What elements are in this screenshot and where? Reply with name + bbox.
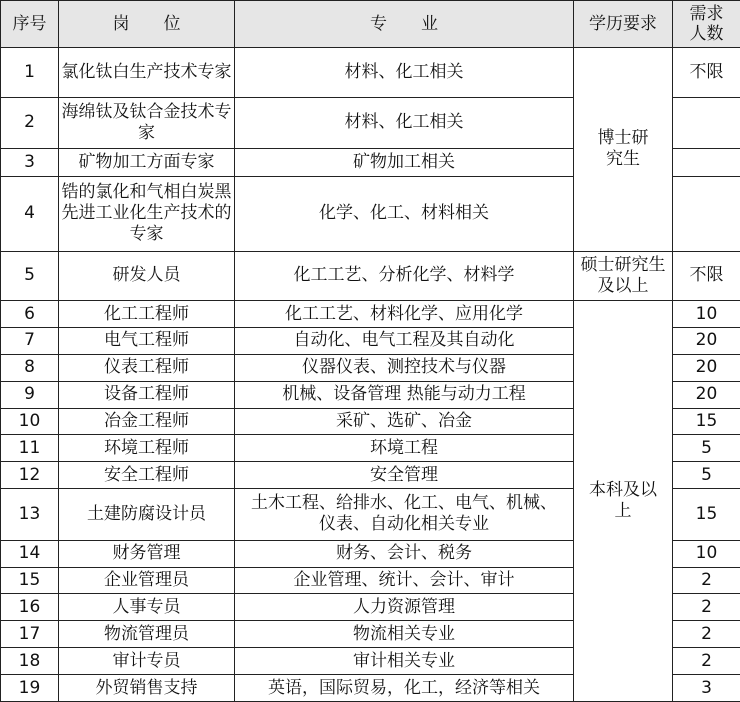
row-position: 氯化钛白生产技术专家 (59, 48, 235, 98)
education-cell-phd: 博士研究生 (574, 48, 673, 252)
row-position: 外贸销售支持 (59, 675, 235, 702)
row-major: 企业管理、统计、会计、审计 (235, 567, 574, 594)
row-no: 4 (1, 177, 59, 251)
row-major: 自动化、电气工程及其自动化 (235, 327, 574, 354)
row-count: 2 (673, 567, 740, 594)
table-row (1, 301, 740, 328)
row-count: 5 (673, 435, 740, 462)
row-position: 企业管理员 (59, 567, 235, 594)
row-major: 物流相关专业 (235, 621, 574, 648)
row-no: 14 (1, 540, 59, 567)
row-no: 17 (1, 621, 59, 648)
row-no: 5 (1, 251, 59, 301)
row-no: 19 (1, 675, 59, 702)
row-count: 5 (673, 462, 740, 489)
row-count: 2 (673, 648, 740, 675)
row-no: 10 (1, 408, 59, 435)
row-major: 采矿、选矿、冶金 (235, 408, 574, 435)
education-cell-master: 硕士研究生及以上 (574, 251, 673, 301)
row-no: 12 (1, 462, 59, 489)
row-position: 财务管理 (59, 540, 235, 567)
row-no: 6 (1, 301, 59, 328)
row-major: 矿物加工相关 (235, 149, 574, 177)
row-count: 20 (673, 381, 740, 408)
row-no: 11 (1, 435, 59, 462)
header-major: 专 业 (235, 1, 574, 48)
row-no: 3 (1, 149, 59, 177)
row-count: 10 (673, 540, 740, 567)
row-position: 审计专员 (59, 648, 235, 675)
education-cell-bachelor: 本科及以上 (574, 301, 673, 702)
row-count: 20 (673, 354, 740, 381)
row-count (673, 177, 740, 251)
row-position: 人事专员 (59, 594, 235, 621)
row-count: 15 (673, 408, 740, 435)
row-no: 8 (1, 354, 59, 381)
row-position: 锆的氯化和气相白炭黑先进工业化生产技术的专家 (59, 177, 235, 251)
row-count (673, 149, 740, 177)
table-row (1, 251, 740, 301)
row-no: 13 (1, 489, 59, 541)
table-header-row (1, 1, 740, 48)
row-count: 15 (673, 489, 740, 541)
header-count (673, 1, 740, 48)
row-count: 20 (673, 327, 740, 354)
row-no: 9 (1, 381, 59, 408)
row-major: 安全管理 (235, 462, 574, 489)
row-no: 1 (1, 48, 59, 98)
row-position: 电气工程师 (59, 327, 235, 354)
row-major: 材料、化工相关 (235, 97, 574, 149)
row-major: 环境工程 (235, 435, 574, 462)
row-count: 不限 (673, 48, 740, 98)
row-major: 人力资源管理 (235, 594, 574, 621)
row-count: 3 (673, 675, 740, 702)
header-position: 岗 位 (59, 1, 235, 48)
row-major: 审计相关专业 (235, 648, 574, 675)
header-count-label: 需求人数 (689, 4, 724, 44)
row-position: 设备工程师 (59, 381, 235, 408)
header-education: 学历要求 (574, 1, 673, 48)
row-position: 研发人员 (59, 251, 235, 301)
row-major: 机械、设备管理 热能与动力工程 (235, 381, 574, 408)
row-position: 仪表工程师 (59, 354, 235, 381)
row-no: 7 (1, 327, 59, 354)
row-position: 矿物加工方面专家 (59, 149, 235, 177)
row-position: 土建防腐设计员 (59, 489, 235, 541)
row-position: 安全工程师 (59, 462, 235, 489)
row-count (673, 97, 740, 149)
row-count: 不限 (673, 251, 740, 301)
row-major: 英语，国际贸易，化工，经济等相关 (235, 675, 574, 702)
table-row (1, 48, 740, 98)
row-major: 仪器仪表、测控技术与仪器 (235, 354, 574, 381)
row-no: 2 (1, 97, 59, 149)
row-position: 化工工程师 (59, 301, 235, 328)
row-major: 化工工艺、分析化学、材料学 (235, 251, 574, 301)
row-count: 2 (673, 621, 740, 648)
row-count: 2 (673, 594, 740, 621)
row-major: 土木工程、给排水、化工、电气、机械、仪表、自动化相关专业 (235, 489, 574, 541)
row-major: 财务、会计、税务 (235, 540, 574, 567)
row-major: 化学、化工、材料相关 (235, 177, 574, 251)
row-position: 物流管理员 (59, 621, 235, 648)
header-no: 序号 (1, 1, 59, 48)
row-position: 环境工程师 (59, 435, 235, 462)
row-no: 16 (1, 594, 59, 621)
row-no: 18 (1, 648, 59, 675)
row-major: 化工工艺、材料化学、应用化学 (235, 301, 574, 328)
row-major: 材料、化工相关 (235, 48, 574, 98)
row-position: 冶金工程师 (59, 408, 235, 435)
row-count: 10 (673, 301, 740, 328)
row-no: 15 (1, 567, 59, 594)
row-position: 海绵钛及钛合金技术专家 (59, 97, 235, 149)
